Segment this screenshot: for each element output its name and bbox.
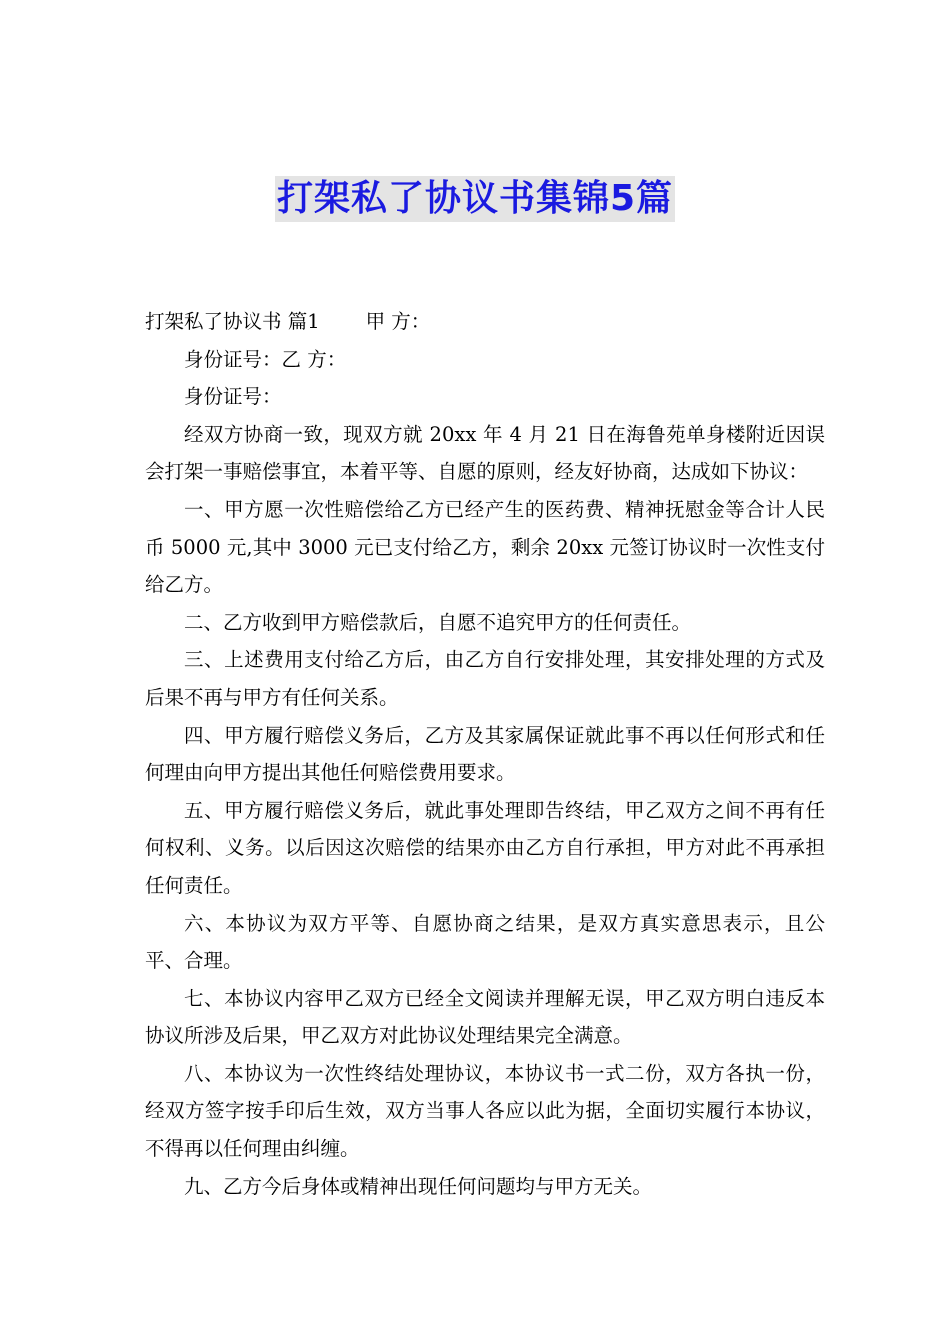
party-a-label: 甲 方： <box>365 310 431 333</box>
section-heading: 打架私了协议书 篇1 <box>145 310 320 333</box>
paragraph: 身份证号： <box>184 385 282 409</box>
title-container <box>0 176 950 222</box>
paragraph: 一、甲方愿一次性赔偿给乙方已经产生的医药费、精神抚慰金等合计人民币 5000 元,其中 3000 元已支付给乙方，剩余 20xx 元签订协议时一次性支付给乙方。 <box>145 497 825 597</box>
document-title: 打架私了协议书集锦5篇 <box>275 176 675 222</box>
paragraph: 五、甲方履行赔偿义务后，就此事处理即告终结，甲乙双方之间不再有任何权利、义务。以后因这次赔偿的结果亦由乙方自行承担，甲方对此不再承担任何责任。 <box>145 798 825 897</box>
paragraph: 九、乙方今后身体或精神出现任何问题均与甲方无关。 <box>184 1174 653 1198</box>
paragraph: 经双方协商一致，现双方就 20xx 年 4 月 21 日在海鲁苑单身楼附近因误会打架一事赔偿事宜，本着平等、自愿的原则，经友好协商，达成如下协议： <box>145 422 825 484</box>
document-body <box>145 303 825 1205</box>
paragraph: 二、乙方收到甲方赔偿款后，自愿不追究甲方的任何责任。 <box>184 610 692 634</box>
section-heading-line <box>145 303 825 341</box>
paragraph: 四、甲方履行赔偿义务后，乙方及其家属保证就此事不再以任何形式和任何理由向甲方提出其他任何赔偿费用要求。 <box>145 723 825 785</box>
paragraph: 身份证号：乙 方： <box>184 347 347 371</box>
paragraph: 七、本协议内容甲乙双方已经全文阅读并理解无误，甲乙双方明白违反本协议所涉及后果，甲乙双方对此协议处理结果完全满意。 <box>145 986 825 1048</box>
paragraph: 六、本协议为双方平等、自愿协商之结果，是双方真实意思表示，且公平、合理。 <box>145 911 825 973</box>
paragraph: 八、本协议为一次性终结处理协议，本协议书一式二份，双方各执一份，经双方签字按手印后生效，双方当事人各应以此为据，全面切实履行本协议，不得再以任何理由纠缠。 <box>145 1061 825 1161</box>
paragraph: 三、上述费用支付给乙方后，由乙方自行安排处理，其安排处理的方式及后果不再与甲方有任何关系。 <box>145 648 825 709</box>
